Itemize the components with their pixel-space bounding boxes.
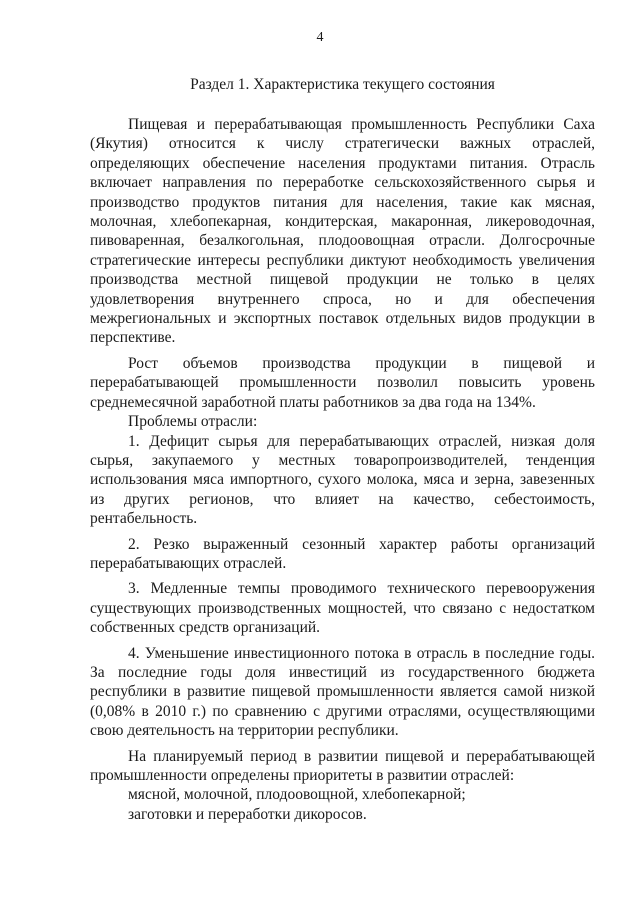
- paragraph-production-growth: Рост объемов производства продукции в пищевой и перерабатывающей промышленности позволил повысить уровень среднемесячной заработной платы работников за два года на 134%.: [90, 354, 595, 411]
- page-number: 4: [316, 30, 324, 45]
- paragraph-priorities: На планируемый период в развитии пищевой и перерабатывающей промышленности определены приоритеты в развитии отраслей:: [90, 747, 595, 784]
- paragraph-problem-1: 1. Дефицит сырья для перерабатывающих отраслей, низкая доля сырья, закупаемого у местных товаропроизводителей, тенденция использования мяса импортного, сухого молока, мяса и зерна, завезенных из других регионов, что влияет на качество, себестоимость, рентабельность.: [90, 432, 595, 528]
- paragraph-problems-heading: Проблемы отрасли:: [128, 413, 258, 431]
- paragraph-priority-item-1: мясной, молочной, плодоовощной, хлебопекарной;: [128, 786, 466, 804]
- paragraph-priority-item-2: заготовки и переработки дикоросов.: [128, 805, 367, 823]
- paragraph-problem-3: 3. Медленные темпы проводимого технического перевооружения существующих производственных мощностей, что связано с недостатком собственных средств организаций.: [90, 580, 595, 637]
- paragraph-problem-2: 2. Резко выраженный сезонный характер работы организаций перерабатывающих отраслей.: [90, 535, 595, 572]
- section-title: Раздел 1. Характеристика текущего состояния: [190, 76, 495, 93]
- document-body: [90, 115, 595, 824]
- paragraph-problem-4: 4. Уменьшение инвестиционного потока в отрасль в последние годы. За последние годы доля инвестиций из государственного бюджета республики в развитие пищевой промышленности является самой низкой (0,08% в 2010 г.) по сравнению с другими отраслями, осуществляющими свою деятельность на территории республики.: [90, 644, 595, 740]
- paragraph-industry-overview: Пищевая и перерабатывающая промышленность Республики Саха (Якутия) относится к числу стратегически важных отраслей, определяющих обеспечение населения продуктами питания. Отрасль включает направления по переработке сельскохозяйственного сырья и производство продуктов питания для населения, такие как мясная, молочная, хлебопекарная, кондитерская, макаронная, ликероводочная, пивоваренная, безалкогольная, плодоовощная отрасли. Долгосрочные стратегические интересы республики диктуют необходимость увеличения производства местной пищевой продукции не только в целях удовлетворения внутреннего спроса, но и для обеспечения межрегиональных и экспортных поставок отдельных видов продукции в перспективе.: [90, 116, 595, 347]
